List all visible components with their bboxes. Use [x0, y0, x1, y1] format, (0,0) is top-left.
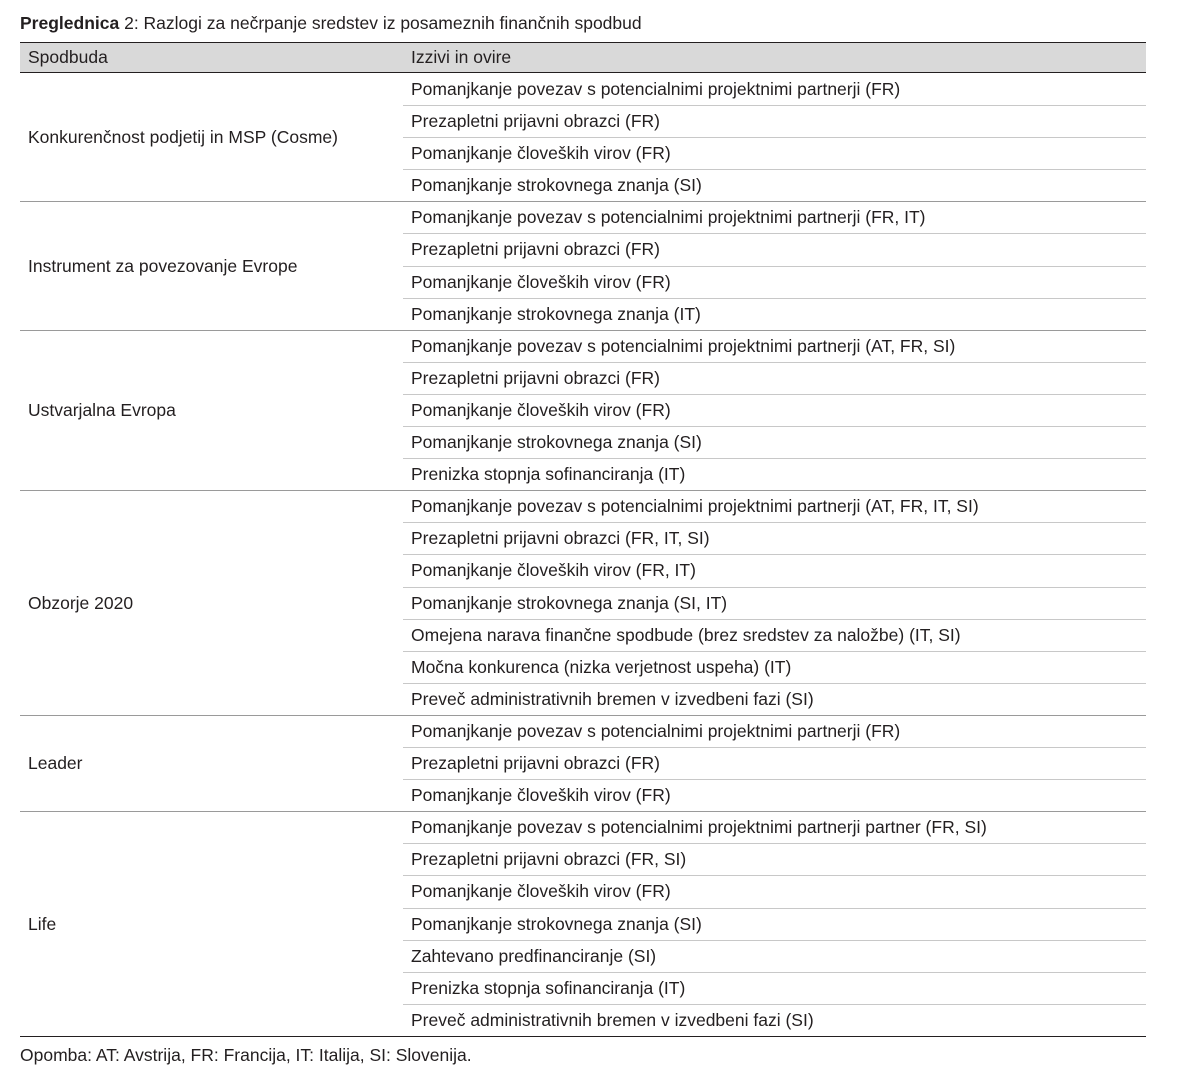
- incentive-cell: Ustvarjalna Evropa: [28, 400, 176, 421]
- table-caption: [20, 10, 642, 36]
- issue-row: Pomanjkanje povezav s potencialnimi projektnimi partnerji (FR): [403, 74, 1146, 106]
- header-incentive: Spodbuda: [28, 47, 108, 67]
- header-challenges: Izzivi in ovire: [411, 47, 512, 67]
- table-group: [20, 74, 1146, 202]
- issues-list: [403, 716, 1146, 812]
- issue-row: Pomanjkanje strokovnega znanja (SI): [403, 909, 1146, 941]
- issue-row: Preveč administrativnih bremen v izvedbeni fazi (SI): [411, 1009, 814, 1030]
- issue-row: Zahtevano predfinanciranje (SI): [403, 941, 1146, 973]
- incentive-cell: Leader: [28, 753, 83, 774]
- issue-row: Pomanjkanje povezav s potencialnimi projektnimi partnerji partner (FR, SI): [403, 812, 1146, 844]
- issue-row: Prezapletni prijavni obrazci (FR, SI): [403, 844, 1146, 876]
- issue-row: Prezapletni prijavni obrazci (FR): [403, 363, 1146, 395]
- issue-row: Omejena narava finančne spodbude (brez sredstev za naložbe) (IT, SI): [403, 620, 1146, 652]
- issue-row: Preveč administrativnih bremen v izvedbeni fazi (SI): [411, 688, 814, 709]
- issue-row: Pomanjkanje človeških virov (FR): [411, 785, 671, 806]
- issue-row: Pomanjkanje povezav s potencialnimi projektnimi partnerji (AT, FR, IT, SI): [403, 491, 1146, 523]
- issue-row: Pomanjkanje povezav s potencialnimi projektnimi partnerji (FR): [403, 716, 1146, 748]
- table-group: [20, 331, 1146, 492]
- issue-row: Pomanjkanje povezav s potencialnimi projektnimi partnerji (AT, FR, SI): [403, 331, 1146, 363]
- issue-row: Pomanjkanje strokovnega znanja (SI): [403, 427, 1146, 459]
- issue-row: Prezapletni prijavni obrazci (FR): [403, 106, 1146, 138]
- issue-row: Prenizka stopnja sofinanciranja (IT): [403, 973, 1146, 1005]
- table-note: Opomba: AT: Avstrija, FR: Francija, IT: Italija, SI: Slovenija.: [20, 1045, 472, 1065]
- incentive-cell: Obzorje 2020: [28, 592, 134, 613]
- table-group: [20, 202, 1146, 330]
- issues-list: [403, 491, 1146, 716]
- incentive-cell: Konkurenčnost podjetij in MSP (Cosme): [28, 127, 338, 148]
- issues-list: [403, 74, 1146, 202]
- issues-list: [403, 812, 1146, 1037]
- table-header: [20, 42, 1146, 73]
- issue-row: Prezapletni prijavni obrazci (FR, IT, SI): [403, 523, 1146, 555]
- caption-label: Preglednica: [20, 13, 120, 33]
- issue-row: Pomanjkanje človeških virov (FR): [403, 876, 1146, 908]
- issue-row: Pomanjkanje človeških virov (FR): [403, 267, 1146, 299]
- issue-row: Prezapletni prijavni obrazci (FR): [403, 234, 1146, 266]
- issues-list: [403, 331, 1146, 491]
- issue-row: Pomanjkanje strokovnega znanja (SI): [411, 175, 702, 196]
- incentive-cell: Instrument za povezovanje Evrope: [28, 255, 298, 276]
- issue-row: Pomanjkanje človeških virov (FR): [403, 395, 1146, 427]
- issue-row: Močna konkurenca (nizka verjetnost uspeha) (IT): [403, 652, 1146, 684]
- issue-row: Pomanjkanje strokovnega znanja (SI, IT): [403, 588, 1146, 620]
- table-group: [20, 812, 1146, 1037]
- issue-row: Pomanjkanje povezav s potencialnimi projektnimi partnerji (FR, IT): [403, 202, 1146, 234]
- issues-list: [403, 202, 1146, 330]
- issue-row: Pomanjkanje človeških virov (FR, IT): [403, 555, 1146, 587]
- table-group: [20, 491, 1146, 716]
- table-group: [20, 716, 1146, 812]
- issue-row: Pomanjkanje strokovnega znanja (IT): [411, 303, 701, 324]
- issue-row: Pomanjkanje človeških virov (FR): [403, 138, 1146, 170]
- issue-row: Prezapletni prijavni obrazci (FR): [403, 748, 1146, 780]
- issue-row: Prenizka stopnja sofinanciranja (IT): [411, 464, 686, 485]
- caption-text: 2: Razlogi za nečrpanje sredstev iz posameznih finančnih spodbud: [119, 13, 642, 33]
- incentive-cell: Life: [28, 913, 57, 934]
